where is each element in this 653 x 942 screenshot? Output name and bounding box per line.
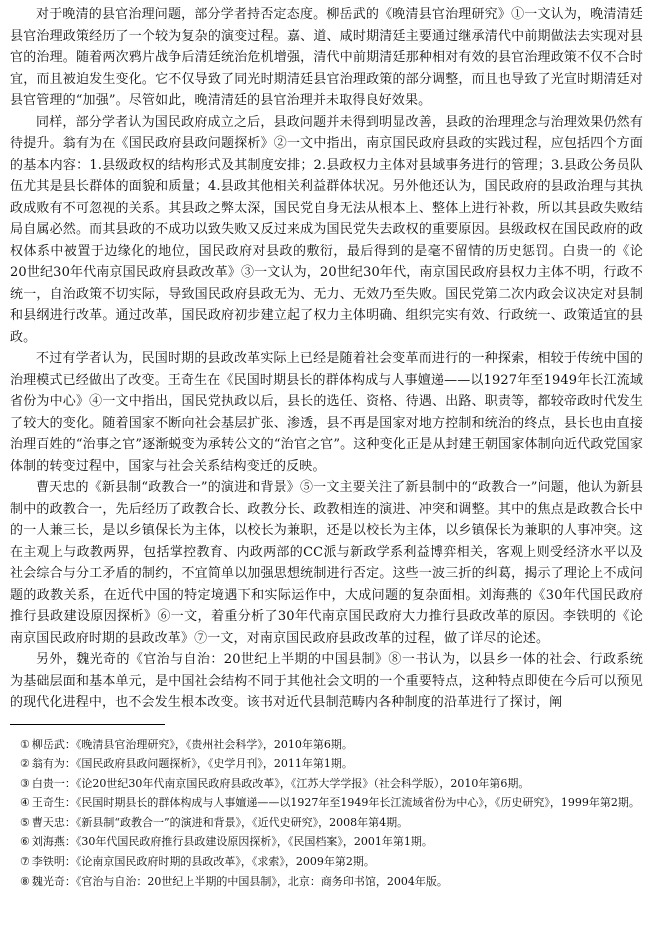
footnote-text: 李铁明：《论南京国民政府时期的县政改革》，《求索》，2009年第2期。 — [31, 855, 375, 869]
footnote-text: 王奇生：《民国时期县长的群体构成与人事嬗递——以1927年至1949年长江流域省份为中心》，《历史研究》，1999年第2期。 — [31, 796, 640, 810]
footnote-marker: ③ — [20, 776, 30, 790]
footnote-divider — [10, 724, 165, 725]
footnote-8 — [10, 872, 643, 892]
paragraph-3: 不过有学者认为，民国时期的县政改革实际上已经是随着社会变革而进行的一种探索，相较于传统中国的治理模式已经做出了改变。王奇生在《民国时期县长的群体构成与人事嬗递——以1927年至1949年长江流域省份为中心》④一文中指出，国民党执政以后，县长的选任、资格、待遇、出路、职责等，都较帝政时代发生了较大的变化。随着国家不断向社会基层扩张、渗透，县不再是国家对地方控制和统治的终点，县长也由直接治理百姓的“治事之官”逐渐蜕变为承转公文的“治官之官”。这种变化正是从封建王朝国家体制向近代政党国家体制的转变过程中，国家与社会关系结构变迁的反映。 — [10, 351, 643, 474]
body-text — [10, 4, 643, 714]
footnote-marker: ④ — [20, 796, 30, 810]
footnote-3 — [10, 774, 643, 794]
footnote-marker: ⑤ — [20, 815, 30, 829]
footnote-marker: ② — [20, 757, 30, 771]
footnote-text: 翁有为：《国民政府县政问题探析》，《史学月刊》，2011年第1期。 — [31, 757, 353, 771]
footnote-text: 白贵一：《论20世纪30年代南京国民政府县政改革》，《江苏大学学报》（社会科学版），2010年第6期。 — [31, 776, 530, 790]
footnote-1 — [10, 735, 643, 755]
paragraph-1: 对于晚清的县官治理问题，部分学者持否定态度。柳岳武的《晚清县官治理研究》①一文认为，晚清清廷县官治理政策经历了一个较为复杂的演变过程。嘉、道、咸时期清廷主要通过继承清代中前期做法去实现对县官的治理。随着两次鸦片战争后清廷统治危机增强，清代中前期清廷那种相对有效的县官治理政策不仅不合时宜，而且被迫发生变化。它不仅导致了同光时期清廷县官治理政策的部分调整，而且也导致了光宣时期清廷对县官管理的“加强”。尽管如此，晚清清廷的县官治理并未取得良好效果。 — [10, 7, 643, 108]
paragraph-5: 另外，魏光奇的《官治与自治：20世纪上半期的中国县制》⑧一书认为，以县乡一体的社会、行政系统为基础层面和基本单元，是中国社会结构不同于其他社会文明的一个重要特点，这种特点即使在今后可以预见的现代化进程中，也不会发生根本改变。该书对近代县制范畴内各种制度的沿革进行了探讨，阐 — [10, 652, 643, 710]
footnotes — [10, 735, 643, 892]
footnote-text: 曹天忠：《新县制“政教合一”的演进和背景》，《近代史研究》，2008年第4期。 — [31, 815, 409, 829]
footnote-5 — [10, 813, 643, 833]
footnote-text: 刘海燕：《30年代国民政府推行县政建设原因探析》，《民国档案》，2001年第1期。 — [31, 835, 433, 849]
footnote-marker: ① — [20, 737, 30, 751]
paragraph-2: 同样，部分学者认为国民政府成立之后，县政问题并未得到明显改善，县政的治理理念与治理效果仍然有待提升。翁有为在《国民政府县政问题探析》②一文中指出，南京国民政府县政的实践过程，应包括四个方面的基本内容：1.县级政权的结构形式及其制度安排；2.县政权力主体对县域事务进行的管理；3.县政公务员队伍尤其是县长群体的面貌和质量；4.县政其他相关利益群体状况。另外他还认为，国民政府的县政治理与其执政成败有不可忽视的关系。其县政之弊太深，国民党自身无法从根本上、整体上进行补救，所以其县政失败结局自属必然。而其县政的不成功以致失败又反过来成为国民党失去政权的重要原因。县级政权在国民政府的政权体系中被置于边缘化的地位，国民政府对县政的敷衍，最后得到的是毫不留情的历史惩罚。白贵一的《论20世纪30年代南京国民政府县政改革》③一文认为，20世纪30年代，南京国民政府县权力主体不明，行政不统一，自治政策不切实际，导致国民政府县政无为、无力、无效乃至失败。国民党第二次内政会议决定对县制和县纲进行改革。通过改革，国民政府初步建立起了权力主体明确、组织完实有效、行政统一、政策适宜的县政。 — [10, 114, 643, 345]
footnote-marker: ⑦ — [20, 855, 30, 869]
paragraph-4: 曹天忠的《新县制“政教合一”的演进和背景》⑤一文主要关注了新县制中的“政教合一”问题，他认为新县制中的政教合一，先后经历了政教合长、政教分长、政教相连的演进、冲突和调整。其中的焦点是政教合长中的一人兼三长，是以乡镇保长为主体，以校长为兼职，还是以校长为主体，以乡镇保长为兼职的人事冲突。这在主观上与政教两界，包括掌控教育、内政两部的CC派与新政学系利益博弈相关，客观上则受经济水平以及社会综合与分工矛盾的制约，不宜简单以加强思想统制进行否定。这些一波三折的纠葛，揭示了理论上不成问题的政教关系，在近代中国的特定境遇下和实际运作中，大成问题的复杂面相。刘海燕的《30年代国民政府推行县政建设原因探析》⑥一文，着重分析了30年代南京国民政府大力推行县政改革的原因。李铁明的《论南京国民政府时期的县政改革》⑦一文，对南京国民政府县政改革的过程，做了详尽的论述。 — [10, 480, 643, 646]
footnote-text: 柳岳武：《晚清县官治理研究》，《贵州社会科学》，2010年第6期。 — [31, 737, 353, 751]
footnote-7 — [10, 852, 643, 872]
footnote-marker: ⑧ — [20, 874, 30, 888]
footnote-2 — [10, 754, 643, 774]
footnote-4 — [10, 793, 643, 813]
footnote-6 — [10, 832, 643, 852]
footnote-text: 魏光奇：《官治与自治：20世纪上半期的中国县制》，北京：商务印书馆，2004年版。 — [31, 874, 448, 888]
footnote-marker: ⑥ — [20, 835, 30, 849]
